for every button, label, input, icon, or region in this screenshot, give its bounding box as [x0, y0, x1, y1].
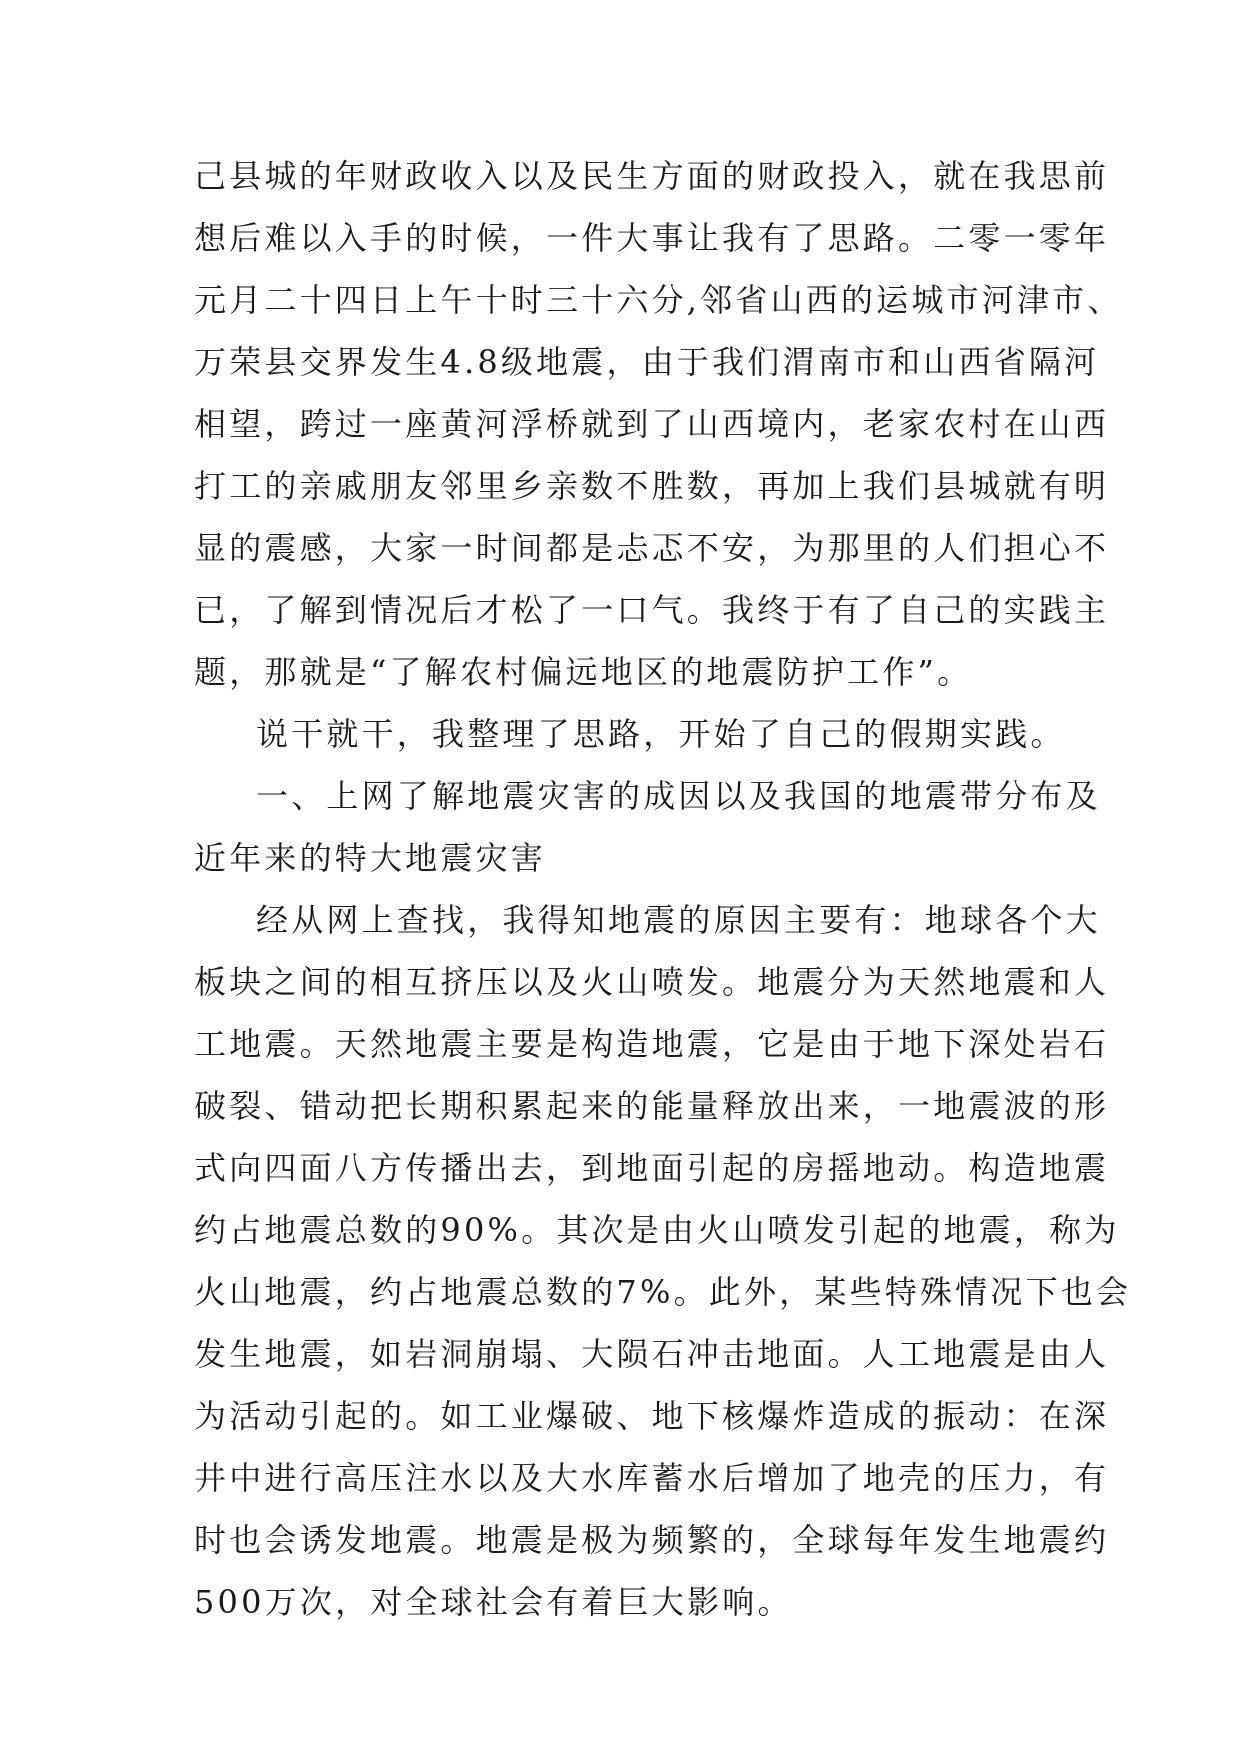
text-line: 发生地震，如岩洞崩塌、大陨石冲击地面。人工地震是由人 — [194, 1335, 1110, 1373]
text-line: 500万次，对全球社会有着巨大影响。 — [194, 1583, 793, 1621]
text-line: 工地震。天然地震主要是构造地震，它是由于地下深处岩石 — [194, 1025, 1110, 1063]
text-line: 元月二十四日上午十时三十六分,邻省山西的运城市河津市、 — [194, 281, 1123, 319]
text-line: 约占地震总数的90%。其次是由火山喷发引起的地震，称为 — [194, 1211, 1120, 1249]
text-line: 破裂、错动把长期积累起来的能量释放出来，一地震波的形 — [194, 1087, 1110, 1125]
text-line: 板块之间的相互挤压以及火山喷发。地震分为天然地震和人 — [194, 963, 1110, 1001]
text-line: 井中进行高压注水以及大水库蓄水后增加了地壳的压力，有 — [194, 1459, 1110, 1497]
text-line: 打工的亲戚朋友邻里乡亲数不胜数，再加上我们县城就有明 — [194, 467, 1110, 505]
text-line: 万荣县交界发生4.8级地震，由于我们渭南市和山西省隔河 — [194, 343, 1100, 381]
text-line: 显的震感，大家一时间都是忐忑不安，为那里的人们担心不 — [194, 529, 1110, 567]
section-heading-line: 近年来的特大地震灾害 — [194, 839, 547, 877]
text-line: 火山地震，约占地震总数的7%。此外，某些特殊情况下也会 — [194, 1273, 1132, 1311]
text-line: 相望，跨过一座黄河浮桥就到了山西境内，老家农村在山西 — [194, 405, 1110, 443]
text-line: 式向四面八方传播出去，到地面引起的房摇地动。构造地震 — [194, 1149, 1110, 1187]
paragraph-start-line: 经从网上查找，我得知地震的原因主要有：地球各个大 — [256, 901, 1101, 939]
text-line: 已，了解到情况后才松了一口气。我终于有了自己的实践主 — [194, 591, 1110, 629]
text-line: 为活动引起的。如工业爆破、地下核爆炸造成的振动：在深 — [194, 1397, 1110, 1435]
text-line: 想后难以入手的时候，一件大事让我有了思路。二零一零年 — [194, 219, 1110, 257]
text-line: 题，那就是“了解农村偏远地区的地震防护工作”。 — [194, 653, 973, 691]
text-line: 时也会诱发地震。地震是极为频繁的，全球每年发生地震约 — [194, 1521, 1110, 1559]
paragraph-start-line: 说干就干，我整理了思路，开始了自己的假期实践。 — [256, 715, 1066, 753]
text-line: 己县城的年财政收入以及民生方面的财政投入，就在我思前 — [194, 157, 1110, 195]
section-heading-line: 一、上网了解地震灾害的成因以及我国的地震带分布及 — [256, 777, 1101, 815]
